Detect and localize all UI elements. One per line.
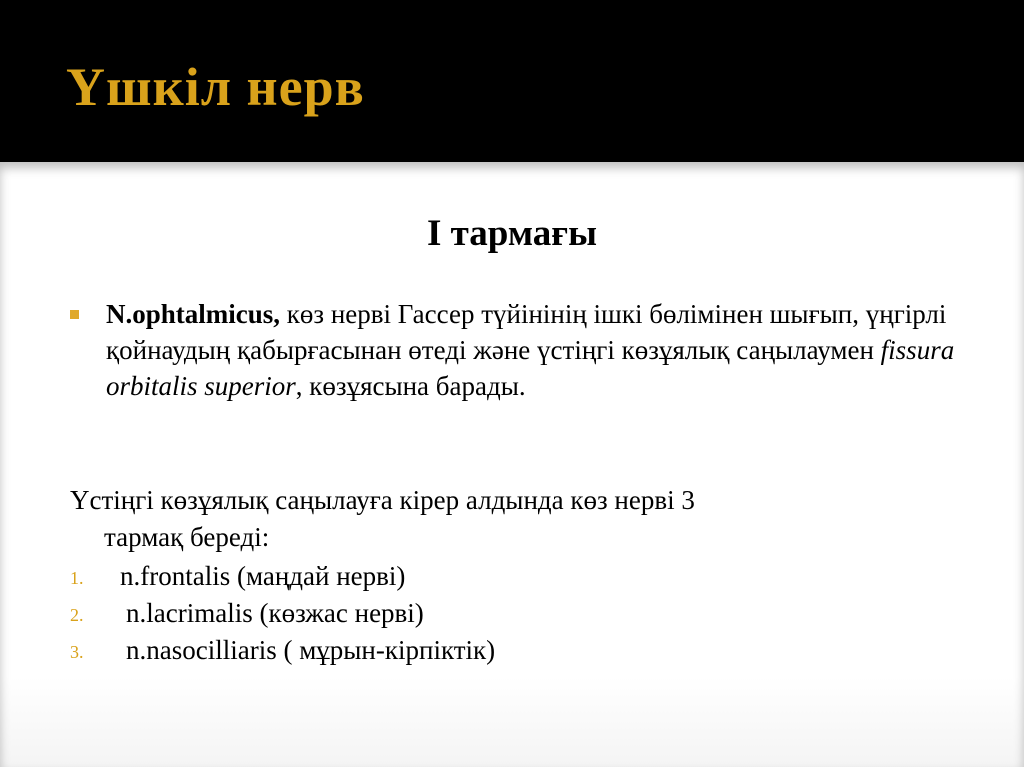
bullet-text-part1: көз нерві Гассер түйінінің ішкі бөлімінен шығып, үңгірлі қойнаудың қабырғасынан өтеді және үстіңгі көзұялық саңылаумен: [106, 299, 947, 365]
bullet-lead-term: N.ophtalmicus,: [106, 299, 281, 329]
content-panel: [0, 162, 1024, 767]
list-intro-line2: тармақ береді:: [104, 522, 270, 552]
bullet-paragraph: [70, 296, 960, 404]
square-bullet-icon: [70, 310, 79, 319]
title-bar: [0, 0, 1024, 158]
list-item: [70, 558, 960, 595]
slide-title: Үшкіл нерв: [66, 57, 365, 117]
bullet-text-part2: , көзұясына барады.: [295, 371, 526, 401]
list-item-text: n.lacrimalis (көзжас нерві): [126, 598, 424, 628]
list-intro-line1: Үстіңгі көзұялық саңылауға кірер алдында көз нерві 3: [70, 485, 695, 515]
section-subheading: I тармағы: [427, 213, 597, 254]
list-item: [70, 595, 960, 632]
list-item-text: n.frontalis (маңдай нерві): [120, 561, 406, 591]
branch-list: [70, 558, 960, 669]
list-number: 1.: [70, 568, 84, 588]
list-intro: [70, 482, 960, 556]
list-number: 2.: [70, 605, 84, 625]
list-item-text: n.nasocilliaris ( мұрын-кірпіктік): [126, 635, 496, 665]
bullet-text: [106, 296, 960, 404]
bullet-latin-term: fissura orbitalis superior: [106, 335, 955, 401]
list-number: 3.: [70, 642, 84, 662]
list-item: [70, 632, 960, 669]
